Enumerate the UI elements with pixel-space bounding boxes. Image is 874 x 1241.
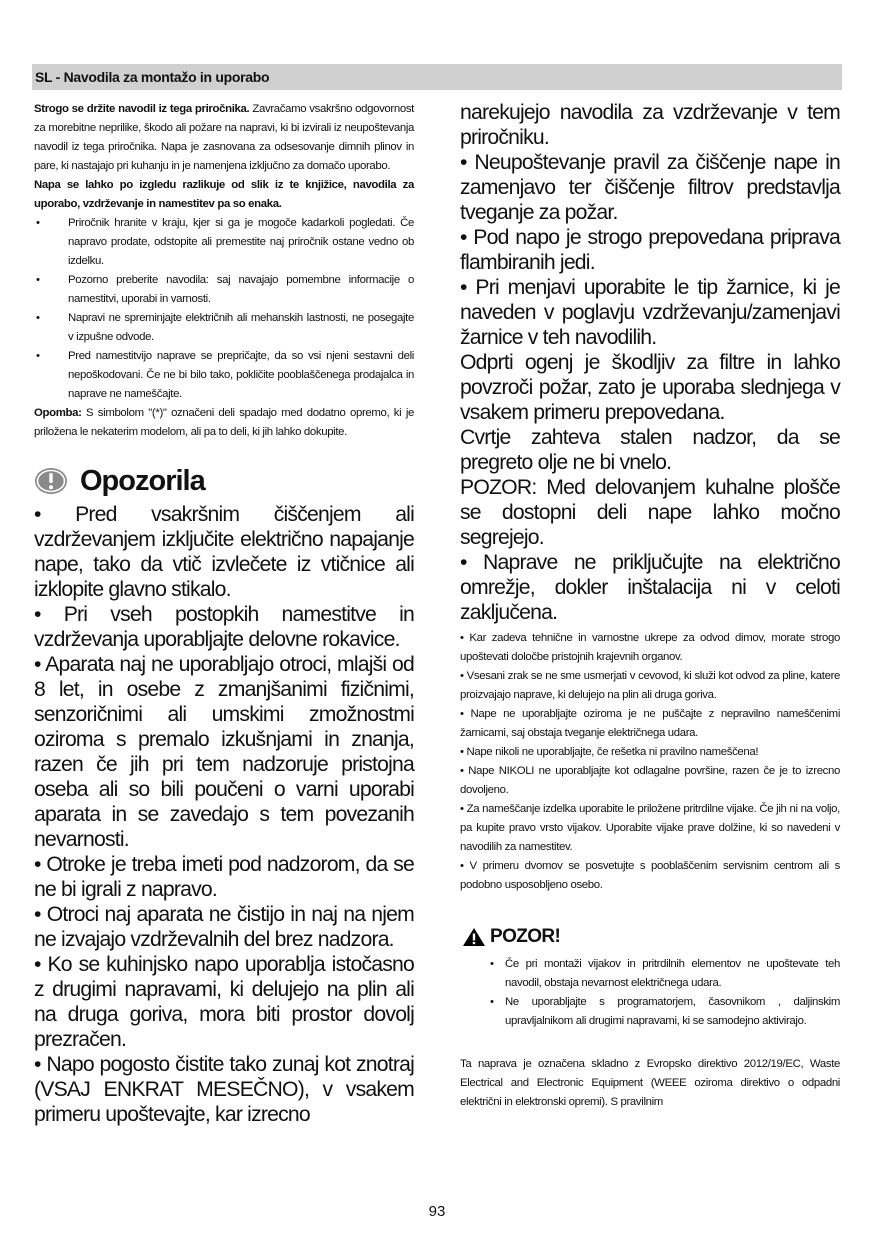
left-column: [34, 100, 414, 1127]
warning-paragraph: • Napo pogosto čistite tako zunaj kot znotraj (VSAJ ENKRAT MESEČNO), v vsakem primeru upoštevajte, kar izrecno: [34, 1053, 414, 1126]
note-paragraph: [34, 404, 414, 442]
small-note: • Nape NIKOLI ne uporabljajte kot odlagalne površine, razen če je to izrecno dovoljeno.: [460, 765, 840, 796]
warning-paragraph: • Naprave ne priključujte na električno omrežje, dokler inštalacija ni v celoti zaključena.: [460, 551, 840, 624]
warning-paragraph: Odprti ogenj je škodljiv za filtre in lahko povzroči požar, zato je uporaba slednjega v vsakem primeru prepovedana.: [460, 351, 840, 424]
intro-differs-paragraph: [34, 176, 414, 214]
small-note: • Vsesani zrak se ne sme usmerjati v cevovod, ki služi kot odvod za pline, katere proizvajajo naprave, ki delujejo na plin ali druga goriva.: [460, 670, 840, 701]
warning-paragraph: • Pri vseh postopkih namestitve in vzdrževanja uporabljajte delovne rokavice.: [34, 603, 414, 651]
weee-paragraph: Ta naprava je označena skladno z Evropsko direktivo 2012/19/EC, Waste Electrical and Electronic Equipment (WEEE oziroma direktivo o odpadni električni in elektronski opremi). S pravilnim: [460, 1058, 840, 1108]
warning-paragraph: • Ko se kuhinjsko napo uporablja istočasno z drugimi napravami, ki delujejo na plin ali na druga goriva, mora biti prostor dovolj prezračen.: [34, 953, 414, 1051]
section-header: SL - Navodila za montažo in uporabo: [32, 64, 842, 90]
small-note: • Za nameščanje izdelka uporabite le priložene pritrdilne vijake. Če jih ni na voljo, pa kupite pravo vrsto vijakov. Uporabite vijake prave dolžine, ki so navedeni v navodilih za namestitev.: [460, 803, 840, 853]
list-item: • Ne uporabljajte s programatorjem, časovnikom , daljinskim upravljalnikom ali drugimi napravami, ki se samodejno aktivirajo.: [460, 993, 840, 1031]
list-item: • Pozorno preberite navodila: saj navajajo pomembne informacije o namestitvi, uporabi in varnosti.: [34, 271, 414, 309]
intro-bullet-list: [34, 214, 414, 404]
small-note: • V primeru dvomov se posvetujte s pooblaščenim servisnim centrom ali s podobno usposobljeno osebo.: [460, 860, 840, 891]
warning-triangle-icon: [462, 927, 486, 947]
pozor-list: [460, 955, 840, 1031]
list-item: • Napravi ne spreminjajte električnih ali mehanskih lastnosti, ne posegajte v izpušne odvode.: [34, 309, 414, 347]
intro-differs-bold: Napa se lahko po izgledu razlikuje od slik iz te knjižice, navodila za uporabo, vzdrževanje in namestitev pa so enaka.: [34, 179, 414, 210]
intro-strict-paragraph: [34, 100, 414, 176]
warning-paragraph: Cvrtje zahteva stalen nadzor, da se pregreto olje ne bi vnelo.: [460, 426, 840, 474]
small-note: • Nape nikoli ne uporabljajte, če rešetka ni pravilno nameščena!: [460, 746, 759, 758]
page-number: 93: [428, 1203, 446, 1220]
intro-strict-bold: Strogo se držite navodil iz tega priročnika.: [34, 103, 250, 115]
warning-paragraph: POZOR: Med delovanjem kuhalne plošče se dostopni deli nape lahko močno segrejejo.: [460, 476, 840, 549]
warning-paragraph: • Otroci naj aparata ne čistijo in naj na njem ne izvajajo vzdrževalnih del brez nadzora.: [34, 903, 414, 951]
right-small-notes: [460, 629, 840, 895]
warning-paragraph: • Otroke je treba imeti pod nadzorom, da se ne bi igrali z napravo.: [34, 853, 414, 901]
note-label: Opomba:: [34, 407, 82, 419]
list-item: • Če pri montaži vijakov in pritrdilnih elementov ne upoštevate teh navodil, obstaja nevarnost električnega udara.: [460, 955, 840, 993]
right-column: [460, 100, 840, 1112]
small-note: • Kar zadeva tehnične in varnostne ukrepe za odvod dimov, morate strogo upoštevati določbe pristojnih krajevnih organov.: [460, 632, 840, 663]
warning-paragraph: • Neupoštevanje pravil za čiščenje nape in zamenjavo ter čiščenje filtrov predstavlja tveganje za požar.: [460, 151, 840, 224]
warning-paragraph: narekujejo navodila za vzdrževanje v tem priročniku.: [460, 101, 840, 149]
intro-strict-text: Zavračamo vsakršno odgovornost za morebitne neprilike, škodo ali požare na napravi, ki bi izvirali iz neupoštevanja navodil iz tega priročnika. Napa je zasnovana za odsesovanje dimnih plinov in pare, ki nastajajo pri kuhanju in je namenjena izključno za domačo uporabo.: [34, 103, 414, 172]
small-note: • Nape ne uporabljajte oziroma je ne puščajte z nepravilno nameščenimi žarnicami, saj obstaja tveganje električnega udara.: [460, 708, 840, 739]
pozor-heading: [460, 923, 840, 951]
list-item: • Priročnik hranite v kraju, kjer si ga je mogoče kadarkoli pogledati. Če napravo prodate, odstopite ali premestite naj priročnik ostane vedno ob izdelku.: [34, 214, 414, 271]
note-text: S simbolom "(*)" označeni deli spadajo med dodatno opremo, ki je priložena le nekaterim modelom, ali pa to deli, ki jih lahko dokupite.: [34, 407, 414, 438]
pozor-title: POZOR!: [490, 926, 561, 947]
warning-paragraph: • Pred vsakršnim čiščenjem ali vzdrževanjem izključite električno napajanje nape, tako da vtič izvlečete iz vtičnice ali izklopite glavno stikalo.: [34, 503, 414, 601]
warnings-heading: [34, 460, 414, 502]
list-item: • Pred namestitvijo naprave se prepričajte, da so vsi njeni sestavni deli nepoškodovani. Če ne bi bilo tako, pokličite pooblaščenega prodajalca in naprave ne nameščajte.: [34, 347, 414, 404]
warning-paragraph: • Pri menjavi uporabite le tip žarnice, ki je naveden v poglavju vzdrževanju/zamenjavi žarnice v teh navodilih.: [460, 276, 840, 349]
warnings-title: Opozorila: [80, 464, 205, 497]
warning-circle-icon: [34, 467, 68, 495]
warning-paragraph: • Aparata naj ne uporabljajo otroci, mlajši od 8 let, in osebe z zmanjšanimi fizičnimi, senzoričnimi ali umskimi zmožnostmi oziroma s premalo izkušnjami in znanja, razen če jih pri tem nadzoruje pristojna oseba ali so bili poučeni o varni uporabi aparata in se zavedajo s tem povezanih nevarnosti.: [34, 653, 414, 851]
warning-paragraph: • Pod napo je strogo prepovedana priprava flambiranih jedi.: [460, 226, 840, 274]
